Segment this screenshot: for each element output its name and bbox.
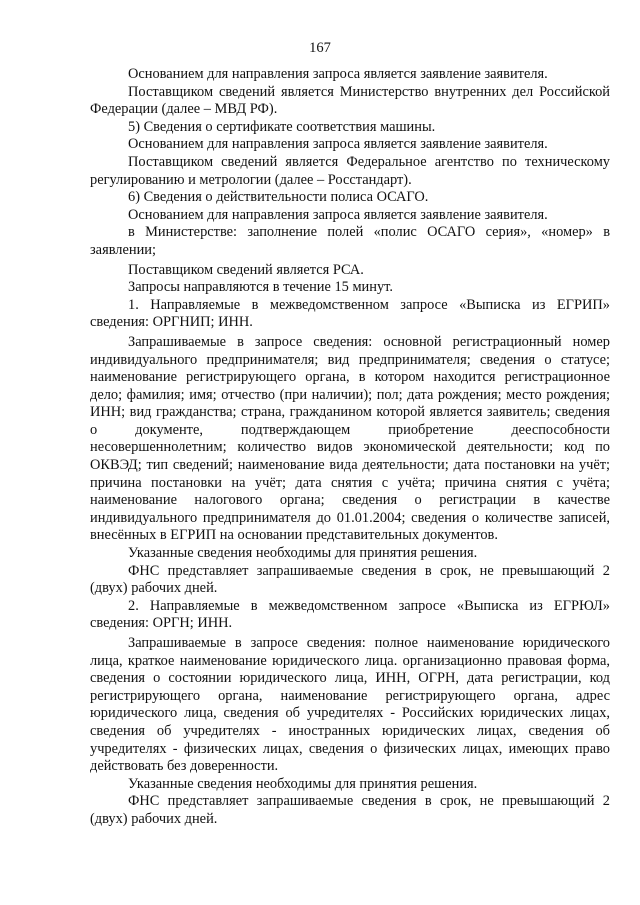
paragraph-7: Основанием для направления запроса является заявление заявителя.	[128, 206, 548, 223]
paragraph-17: Указанные сведения необходимы для принятия решения.	[128, 775, 478, 792]
paragraph-13: Указанные сведения необходимы для принятия решения.	[128, 545, 478, 562]
paragraph-18: ФНС представляет запрашиваемые сведения в срок, не превышающий 2 (двух) рабочих дней.	[90, 793, 610, 827]
document-body	[90, 66, 610, 829]
paragraph-1: Основанием для направления запроса является заявление заявителя.	[128, 66, 548, 82]
paragraph-10: Запросы направляются в течение 15 минут.	[128, 279, 393, 296]
paragraph-2: Поставщиком сведений является Министерство внутренних дел Российской Федерации (далее – МВД РФ).	[90, 83, 610, 118]
paragraph-11: 1. Направляемые в межведомственном запросе «Выписка из ЕГРИП» сведения: ОРГНИП; ИНН.	[90, 296, 610, 331]
paragraph-12: Запрашиваемые в запросе сведения: основной регистрационный номер индивидуального предпринимателя; вид предпринимателя; сведения о статусе; наименование регистрирующего органа, в котором находится регистрационное дело; фамилия; имя; отчество (при наличии); пол; дата рождения; место рождения; ИНН; вид гражданства; страна, гражданином которой является заявитель; сведения о документе, подтверждающем приобретение дееспособности несовершеннолетним; количество видов экономической деятельности; код по ОКВЭД; тип сведений; наименование вида деятельности; дата постановки на учёт; причина постановки на учёт; дата снятия с учёта; причина снятия с учёта; наименование налогового органа; сведения о регистрации в качестве индивидуального предпринимателя до 01.01.2004; сведения о количестве записей, внесённых в ЕГРИП на основании представительных документов.	[90, 333, 610, 544]
paragraph-16: Запрашиваемые в запросе сведения: полное наименование юридического лица, краткое наименование юридического лица. организационно правовая форма, сведения о состоянии юридического лица, ИНН, ОГРН, дата регистрации, код регистрирующего органа, наименование регистрирующего органа, адрес юридического лица, сведения об учредителях - Российских юридических лицах, сведения об учредителях - иностранных юридических лицах, сведения об учредителях - физических лицах, сведения о физических лицах, имеющих право действовать без доверенности.	[90, 635, 610, 775]
paragraph-3: 5) Сведения о сертификате соответствия машины.	[128, 118, 436, 135]
paragraph-15: 2. Направляемые в межведомственном запросе «Выписка из ЕГРЮЛ» сведения: ОРГН; ИНН.	[90, 597, 610, 632]
paragraph-4: Основанием для направления запроса является заявление заявителя.	[128, 136, 548, 153]
paragraph-5: Поставщиком сведений является Федеральное агентство по техническому регулированию и метрологии (далее – Росстандарт).	[90, 153, 610, 188]
paragraph-8: в Министерстве: заполнение полей «полис ОСАГО серия», «номер» в заявлении;	[90, 224, 610, 258]
paragraph-6: 6) Сведения о действительности полиса ОСАГО.	[128, 189, 429, 206]
page-number: 167	[309, 40, 331, 56]
paragraph-9: Поставщиком сведений является РСА.	[128, 261, 364, 278]
paragraph-14: ФНС представляет запрашиваемые сведения в срок, не превышающий 2 (двух) рабочих дней.	[90, 562, 610, 597]
